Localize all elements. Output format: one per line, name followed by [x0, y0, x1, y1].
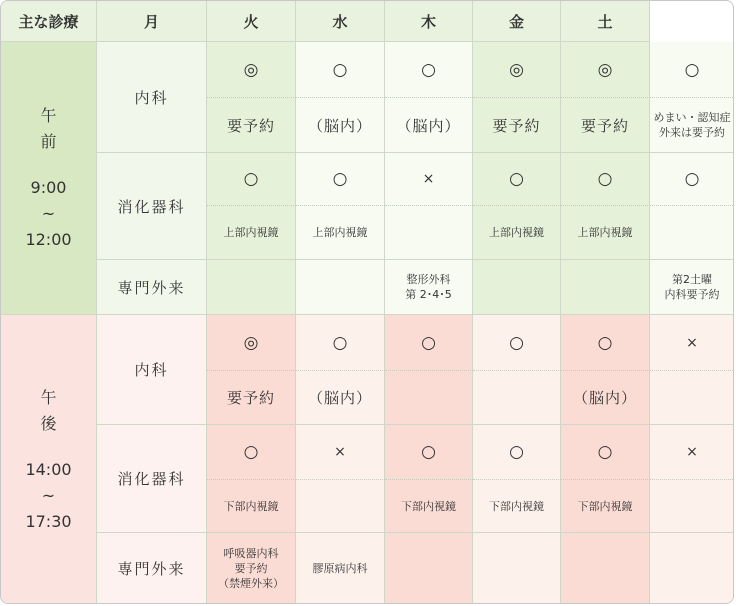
pm-row1-mon-symbol: ◎: [207, 315, 296, 371]
am-period-end: 12:00: [25, 230, 72, 249]
pm-period-end: 17:30: [25, 511, 72, 531]
pm-period-start: 14:00: [25, 459, 72, 479]
pm-row3-sat-note: [650, 533, 734, 604]
pm-row1-thu-symbol: ○: [473, 315, 561, 371]
am-row1-sat-note: めまい・認知症 外来は要予約: [650, 98, 734, 153]
pm-row2-fri-symbol: ○: [561, 425, 650, 480]
pm-row2-wed-symbol: ○: [385, 425, 473, 480]
am-period-tilde: ~: [41, 204, 56, 223]
pm-row1-mon-note: 要予約: [207, 371, 296, 425]
am-row3-sat-note: 第2土曜 内科要予約: [650, 260, 734, 315]
pm-row2-sat-symbol: ×: [650, 425, 734, 480]
header-day-thu: 木: [385, 1, 473, 42]
pm-row1-fri-symbol: ○: [561, 315, 650, 371]
pm-row1-sat-symbol: ×: [650, 315, 734, 371]
pm-period-kanji2: 後: [40, 413, 57, 433]
pm-row1-wed-symbol: ○: [385, 315, 473, 371]
header-day-sat: 土: [561, 1, 650, 42]
am-row2-thu-symbol: ○: [473, 153, 561, 206]
pm-row3-tue-note: 膠原病内科: [296, 533, 385, 604]
am-row3-tue-note: [296, 260, 385, 315]
pm-row2-sat-note: [650, 480, 734, 533]
am-row1-thu-symbol: ◎: [473, 42, 561, 98]
pm-row1-tue-note: （脳内）: [296, 371, 385, 425]
pm-row1-thu-note: [473, 371, 561, 425]
am-row2-sat-note: [650, 206, 734, 260]
pm-row3-mon-note: 呼吸器内科 要予約 （禁煙外来）: [207, 533, 296, 604]
pm-row3-fri-note: [561, 533, 650, 604]
pm-dept-row-1: 内科: [97, 315, 207, 425]
pm-row1-tue-symbol: ○: [296, 315, 385, 371]
am-row2-tue-symbol: ○: [296, 153, 385, 206]
pm-row1-wed-note: [385, 371, 473, 425]
pm-row3-wed-note: [385, 533, 473, 604]
header-day-mon: 月: [97, 1, 207, 42]
am-row1-tue-note: （脳内）: [296, 98, 385, 153]
am-period-start: 9:00: [30, 178, 67, 197]
am-dept-row-1: 内科: [97, 42, 207, 153]
pm-row1-sat-note: [650, 371, 734, 425]
am-row1-mon-symbol: ◎: [207, 42, 296, 98]
pm-row1-fri-note: （脳内）: [561, 371, 650, 425]
am-dept-row-2: 消化器科: [97, 153, 207, 260]
am-row2-wed-note: [385, 206, 473, 260]
am-row1-wed-symbol: ○: [385, 42, 473, 98]
am-row1-tue-symbol: ○: [296, 42, 385, 98]
pm-dept-row-2: 消化器科: [97, 425, 207, 533]
am-row3-thu-note: [473, 260, 561, 315]
am-row1-wed-note: （脳内）: [385, 98, 473, 153]
header-day-tue: 火: [207, 1, 296, 42]
am-period-kanji1: 午: [40, 106, 57, 125]
pm-row2-mon-symbol: ○: [207, 425, 296, 480]
pm-row2-thu-note: 下部内視鏡: [473, 480, 561, 533]
header-day-fri: 金: [473, 1, 561, 42]
am-row2-fri-note: 上部内視鏡: [561, 206, 650, 260]
pm-period-label: [1, 315, 97, 604]
pm-dept-row-3: 専門外来: [97, 533, 207, 604]
am-row2-wed-symbol: ×: [385, 153, 473, 206]
pm-row2-tue-note: [296, 480, 385, 533]
am-row2-thu-note: 上部内視鏡: [473, 206, 561, 260]
am-row3-mon-note: [207, 260, 296, 315]
am-row1-fri-symbol: ◎: [561, 42, 650, 98]
am-row2-mon-note: 上部内視鏡: [207, 206, 296, 260]
am-period-kanji2: 前: [40, 132, 57, 151]
am-row1-mon-note: 要予約: [207, 98, 296, 153]
pm-row2-fri-note: 下部内視鏡: [561, 480, 650, 533]
am-row2-tue-note: 上部内視鏡: [296, 206, 385, 260]
pm-row3-thu-note: [473, 533, 561, 604]
am-row2-sat-symbol: ○: [650, 153, 734, 206]
pm-period-kanji1: 午: [40, 387, 57, 407]
pm-row2-wed-note: 下部内視鏡: [385, 480, 473, 533]
pm-row2-tue-symbol: ×: [296, 425, 385, 480]
am-row3-wed-note: 整形外科 第 2･4･5: [385, 260, 473, 315]
am-row2-fri-symbol: ○: [561, 153, 650, 206]
am-row2-mon-symbol: ○: [207, 153, 296, 206]
pm-row2-mon-note: 下部内視鏡: [207, 480, 296, 533]
header-day-wed: 水: [296, 1, 385, 42]
am-row1-thu-note: 要予約: [473, 98, 561, 153]
pm-period-tilde: ~: [41, 485, 56, 505]
am-dept-row-3: 専門外来: [97, 260, 207, 315]
am-row3-fri-note: [561, 260, 650, 315]
am-period-label: [1, 42, 97, 315]
am-row1-sat-symbol: ○: [650, 42, 734, 98]
header-dept: 主な診療: [1, 1, 97, 42]
pm-row2-thu-symbol: ○: [473, 425, 561, 480]
am-row1-fri-note: 要予約: [561, 98, 650, 153]
